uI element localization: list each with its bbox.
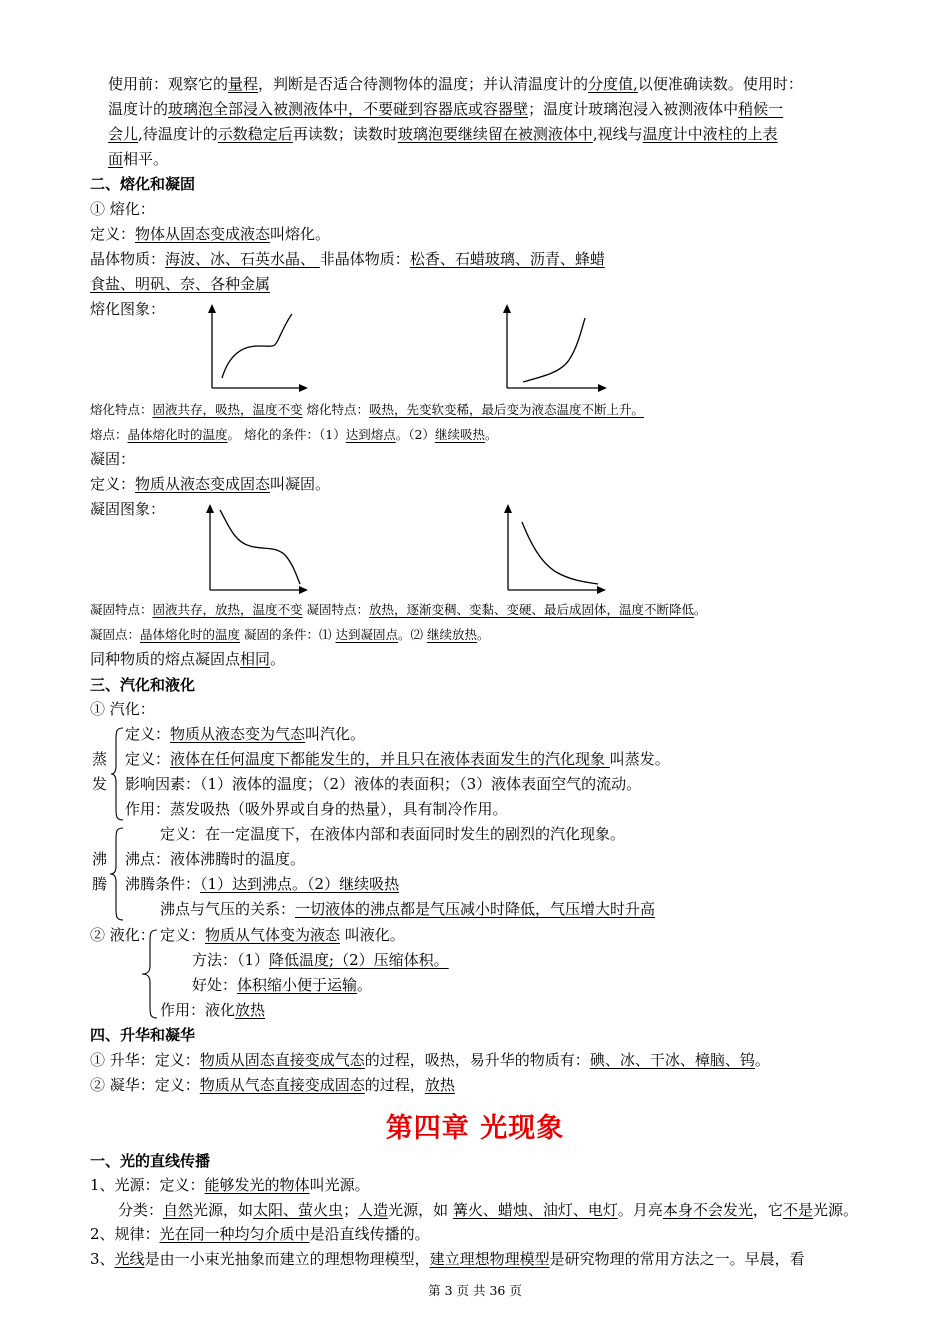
evaporation-effect: 作用：蒸发吸热（吸外界或自身的热量），具有制冷作用。: [125, 800, 508, 818]
boiling-condition: 沸腾条件：（1）达到沸点。（2）继续吸热: [125, 875, 400, 893]
melt-graph-crystal: [200, 302, 310, 394]
vaporization-label: ① 汽化：: [90, 700, 155, 718]
thermo-line-3: 会儿,待温度计的示数稳定后再读数；读数时玻璃泡要继续留在被测液体中,视线与温度计中液柱的上表: [108, 125, 778, 143]
boiling-point: 沸点：液体沸腾时的温度。: [125, 850, 306, 868]
section-title-sublimation: 四、升华和凝华: [90, 1026, 196, 1044]
light-source-classification: 分类：自然光源，如太阳、萤火虫；人造光源，如 篝火、蜡烛、油灯、电灯。月亮本身不会发光，它不是光源。: [118, 1201, 858, 1219]
boiling-brace: [108, 826, 126, 922]
solid-label: 凝固：: [90, 450, 136, 468]
boiling-label-1: 沸: [92, 850, 108, 868]
melt-graph-amorphous: [495, 302, 610, 394]
solid-graph-amorphous: [496, 502, 608, 594]
page-footer: 第 3 页 共 36 页: [428, 1283, 522, 1298]
liquefaction-effect: 作用：液化放热: [160, 1001, 266, 1019]
thermo-line-1: 使用前：观察它的量程，判断是否适合待测物体的温度；并认清温度计的分度值,以便准确读数。使用时：: [108, 75, 803, 93]
deposition-line: ② 凝华：定义：物质从气态直接变成固态的过程，放热: [90, 1076, 455, 1094]
liquefaction-method: 方法：（1）降低温度;（2）压缩体积。: [192, 951, 449, 969]
thermo-line-2: 温度计的玻璃泡全部浸入被测液体中，不要碰到容器底或容器壁；温度计玻璃泡浸入被测液体中稍候一: [108, 100, 784, 118]
section-title-light: 一、光的直线传播: [90, 1152, 211, 1170]
melt-label: ① 熔化：: [90, 200, 155, 218]
liquefaction-brace: [140, 928, 160, 1020]
liquefaction-label: ② 液化：: [90, 926, 155, 944]
solid-graph-crystal: [198, 502, 310, 594]
same-point-note: 同种物质的熔点凝固点相同。: [90, 650, 286, 668]
solid-graph-label: 凝固图象：: [90, 500, 166, 518]
melting-point: 熔点：晶体熔化时的温度。 熔化的条件：（1）达到熔点。（2）继续吸热。: [90, 427, 498, 442]
liquefaction-benefit: 好处：体积缩小便于运输。: [192, 976, 373, 994]
section-title-melting: 二、熔化和凝固: [90, 175, 196, 193]
light-ray-model: 3、光线是由一小束光抽象而建立的理想物理模型，建立理想物理模型是研究物理的常用方法之一。早晨，看: [90, 1250, 805, 1268]
crystal-line: 晶体物质：海波、冰、石英水晶、 非晶体物质：松香、石蜡玻璃、沥青、蜂蜡: [90, 250, 605, 268]
solid-definition: 定义：物质从液态变成固态叫凝固。: [90, 475, 331, 493]
evaporation-brace: [110, 726, 126, 822]
evaporation-label-1: 蒸: [92, 750, 108, 768]
light-propagation-rule: 2、规律：光在同一种均匀介质中是沿直线传播的。: [90, 1225, 430, 1243]
vaporization-definition: 定义：物质从液态变为气态叫汽化。: [125, 725, 366, 743]
solidifying-point: 凝固点：晶体熔化时的温度 凝固的条件：⑴ 达到凝固点。⑵ 继续放热。: [90, 627, 490, 642]
sublimation-line: ① 升华：定义：物质从固态直接变成气态的过程，吸热，易升华的物质有：碘、冰、干冰、樟脑、钨。: [90, 1051, 770, 1069]
boiling-pressure-relation: 沸点与气压的关系：一切液体的沸点都是气压减小时降低，气压增大时升高: [160, 900, 656, 918]
melt-features: 熔化特点：固液共存，吸热，温度不变 熔化特点：吸热，先变软变稀，最后变为液态温度不断上升。: [90, 402, 645, 417]
section-title-vaporization: 三、汽化和液化: [90, 676, 196, 694]
liquefaction-definition: 定义：物质从气体变为液态 叫液化。: [160, 926, 405, 944]
solid-features: 凝固特点：固液共存，放热，温度不变 凝固特点：放热，逐渐变稠、变黏、变硬、最后成固体，温度不断降低。: [90, 602, 707, 617]
chapter-title: 第四章 光现象: [385, 1113, 565, 1144]
boiling-label-2: 腾: [92, 875, 108, 893]
light-source-definition: 1、光源：定义：能够发光的物体叫光源。: [90, 1176, 370, 1194]
thermo-line-4: 面相平。: [108, 150, 169, 168]
melt-definition: 定义：物体从固态变成液态叫熔化。: [90, 225, 331, 243]
evaporation-factors: 影响因素：（1）液体的温度；（2）液体的表面积；（3）液体表面空气的流动。: [125, 775, 642, 793]
evaporation-label-2: 发: [92, 775, 108, 793]
melt-graph-label: 熔化图象：: [90, 300, 166, 318]
boiling-definition: 定义：在一定温度下，在液体内部和表面同时发生的剧烈的汽化现象。: [160, 825, 626, 843]
crystal-line-2: 食盐、明矾、奈、各种金属: [90, 275, 271, 293]
evaporation-definition: 定义：液体在任何温度下都能发生的，并且只在液体表面发生的汽化现象 叫蒸发。: [125, 750, 670, 768]
